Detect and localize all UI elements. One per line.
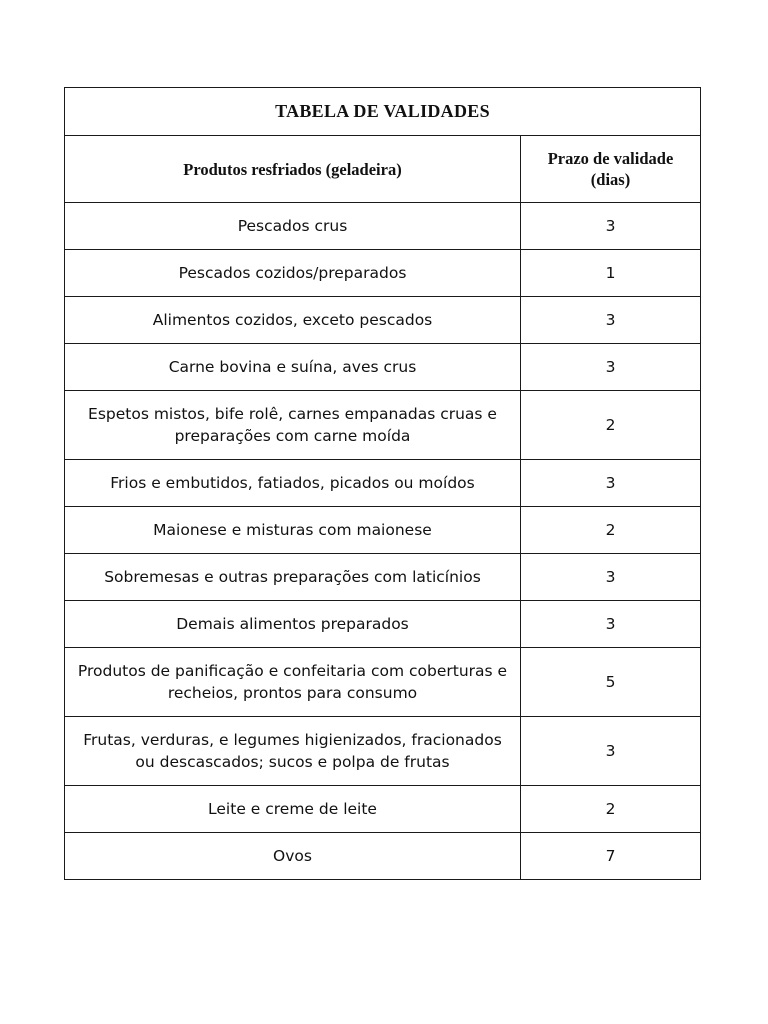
product-cell: Produtos de panificação e confeitaria com coberturas e recheios, prontos para consumo [65, 648, 521, 717]
days-cell: 1 [521, 250, 701, 297]
product-cell: Alimentos cozidos, exceto pescados [65, 297, 521, 344]
days-cell: 3 [521, 460, 701, 507]
table-row [65, 297, 701, 344]
days-cell: 3 [521, 203, 701, 250]
table-row [65, 391, 701, 460]
table-row [65, 786, 701, 833]
product-cell: Pescados crus [65, 203, 521, 250]
days-cell: 3 [521, 554, 701, 601]
table-row [65, 648, 701, 717]
days-cell: 2 [521, 786, 701, 833]
table-row [65, 717, 701, 786]
days-cell: 2 [521, 507, 701, 554]
table-row [65, 601, 701, 648]
table-row [65, 250, 701, 297]
header-product-label: Produtos resfriados (geladeira) [183, 159, 402, 179]
table-row [65, 460, 701, 507]
product-cell: Frios e embutidos, fatiados, picados ou moídos [65, 460, 521, 507]
table-title: TABELA DE VALIDADES [65, 88, 701, 136]
table-row [65, 344, 701, 391]
header-days [521, 136, 701, 203]
product-cell: Frutas, verduras, e legumes higienizados, fracionados ou descascados; sucos e polpa de frutas [65, 717, 521, 786]
table-row [65, 203, 701, 250]
table-header-row [65, 136, 701, 203]
product-cell: Pescados cozidos/preparados [65, 250, 521, 297]
product-cell: Carne bovina e suína, aves crus [65, 344, 521, 391]
product-cell: Maionese e misturas com maionese [65, 507, 521, 554]
product-cell: Demais alimentos preparados [65, 601, 521, 648]
product-cell: Espetos mistos, bife rolê, carnes empanadas cruas e preparações com carne moída [65, 391, 521, 460]
product-cell: Leite e creme de leite [65, 786, 521, 833]
product-cell: Ovos [65, 833, 521, 880]
days-cell: 3 [521, 344, 701, 391]
validity-table [64, 87, 701, 880]
days-cell: 3 [521, 601, 701, 648]
days-cell: 7 [521, 833, 701, 880]
days-cell: 3 [521, 297, 701, 344]
days-cell: 2 [521, 391, 701, 460]
days-cell: 5 [521, 648, 701, 717]
table-title-row [65, 88, 701, 136]
table-row [65, 554, 701, 601]
header-product [65, 136, 521, 203]
product-cell: Sobremesas e outras preparações com laticínios [65, 554, 521, 601]
header-days-label: Prazo de validade (dias) [547, 149, 674, 189]
table-row [65, 507, 701, 554]
days-cell: 3 [521, 717, 701, 786]
table-row [65, 833, 701, 880]
